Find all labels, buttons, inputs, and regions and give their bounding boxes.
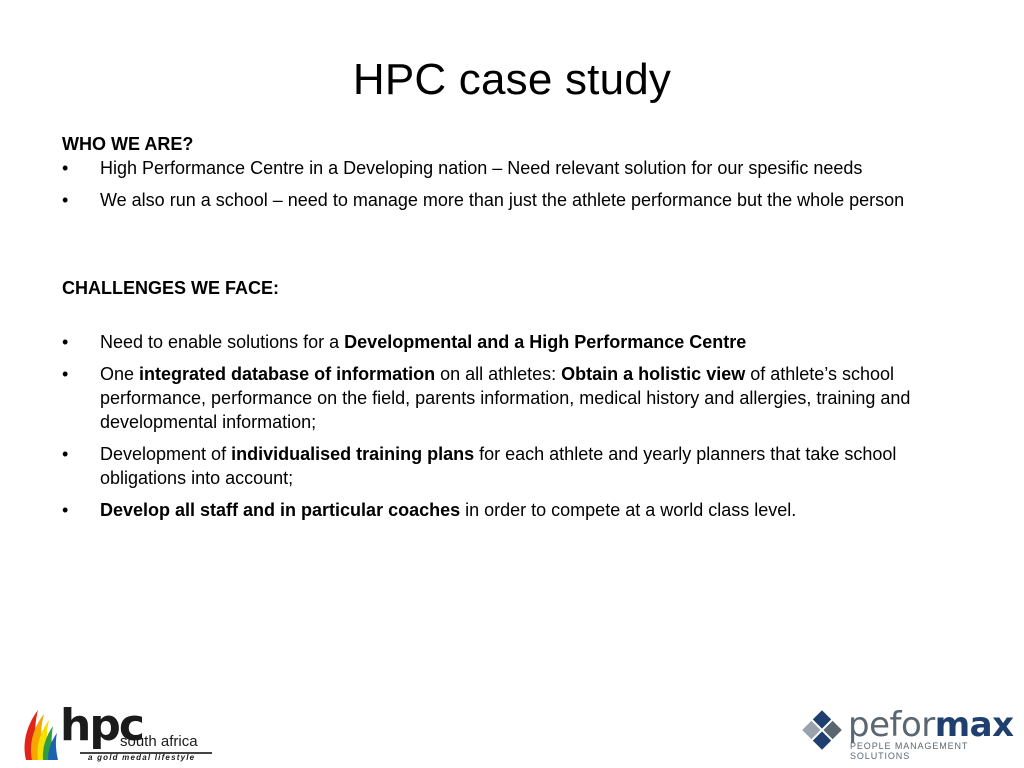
- list-item: [62, 442, 962, 490]
- diamond-grid-icon: [800, 708, 844, 752]
- peformax-wordmark: peformax: [848, 705, 1014, 745]
- peformax-logo: [800, 705, 1014, 761]
- emphasis-text: Obtain a holistic view: [561, 364, 746, 384]
- bullet-text: Develop all staff and in particular coaches in order to compete at a world class level.: [100, 500, 797, 520]
- challenges-list: [62, 330, 962, 522]
- list-item: [62, 498, 962, 522]
- bullet-glyph: •: [62, 158, 69, 178]
- bullet-text: We also run a school – need to manage more than just the athlete performance but the whole person: [100, 190, 905, 210]
- who-we-are-list: [62, 156, 962, 212]
- who-we-are-heading: WHO WE ARE?: [62, 134, 194, 154]
- list-item: [62, 156, 962, 180]
- peformax-tagline: PEOPLE MANAGEMENT SOLUTIONS: [850, 741, 969, 761]
- hpc-wordmark: hpc: [60, 700, 143, 751]
- list-item: [62, 362, 962, 434]
- flame-stripes-icon: [20, 704, 60, 764]
- emphasis-text: individualised training plans: [231, 444, 475, 464]
- bullet-glyph: •: [62, 332, 69, 352]
- bullet-glyph: •: [62, 500, 69, 520]
- bullet-glyph: •: [62, 444, 69, 464]
- emphasis-text: Developmental and a High Performance Centre: [344, 332, 747, 352]
- bullet-text: Development of individualised training plans for each athlete and yearly planners that take school obligations into account;: [100, 444, 897, 488]
- hpc-region-text: south africa: [120, 733, 198, 750]
- list-item: [62, 330, 962, 354]
- slide-body: [62, 132, 962, 530]
- bullet-glyph: •: [62, 190, 69, 210]
- list-item: [62, 188, 962, 212]
- slide-title: HPC case study: [352, 55, 672, 104]
- challenges-heading: CHALLENGES WE FACE:: [62, 278, 280, 298]
- emphasis-text: Develop all staff and in particular coaches: [100, 500, 461, 520]
- bullet-glyph: •: [62, 364, 69, 384]
- bullet-text: One integrated database of information on all athletes: Obtain a holistic view of athlete’s school performance, performance on the field, parents information, medical history and allergies, training and developmental information;: [100, 364, 911, 432]
- emphasis-text: integrated database of information: [139, 364, 436, 384]
- hpc-logo: [20, 702, 220, 764]
- hpc-tagline: a gold medal lifestyle: [88, 753, 196, 762]
- bullet-text: Need to enable solutions for a Developmental and a High Performance Centre: [100, 332, 747, 352]
- bullet-text: High Performance Centre in a Developing nation – Need relevant solution for our spesific needs: [100, 158, 863, 178]
